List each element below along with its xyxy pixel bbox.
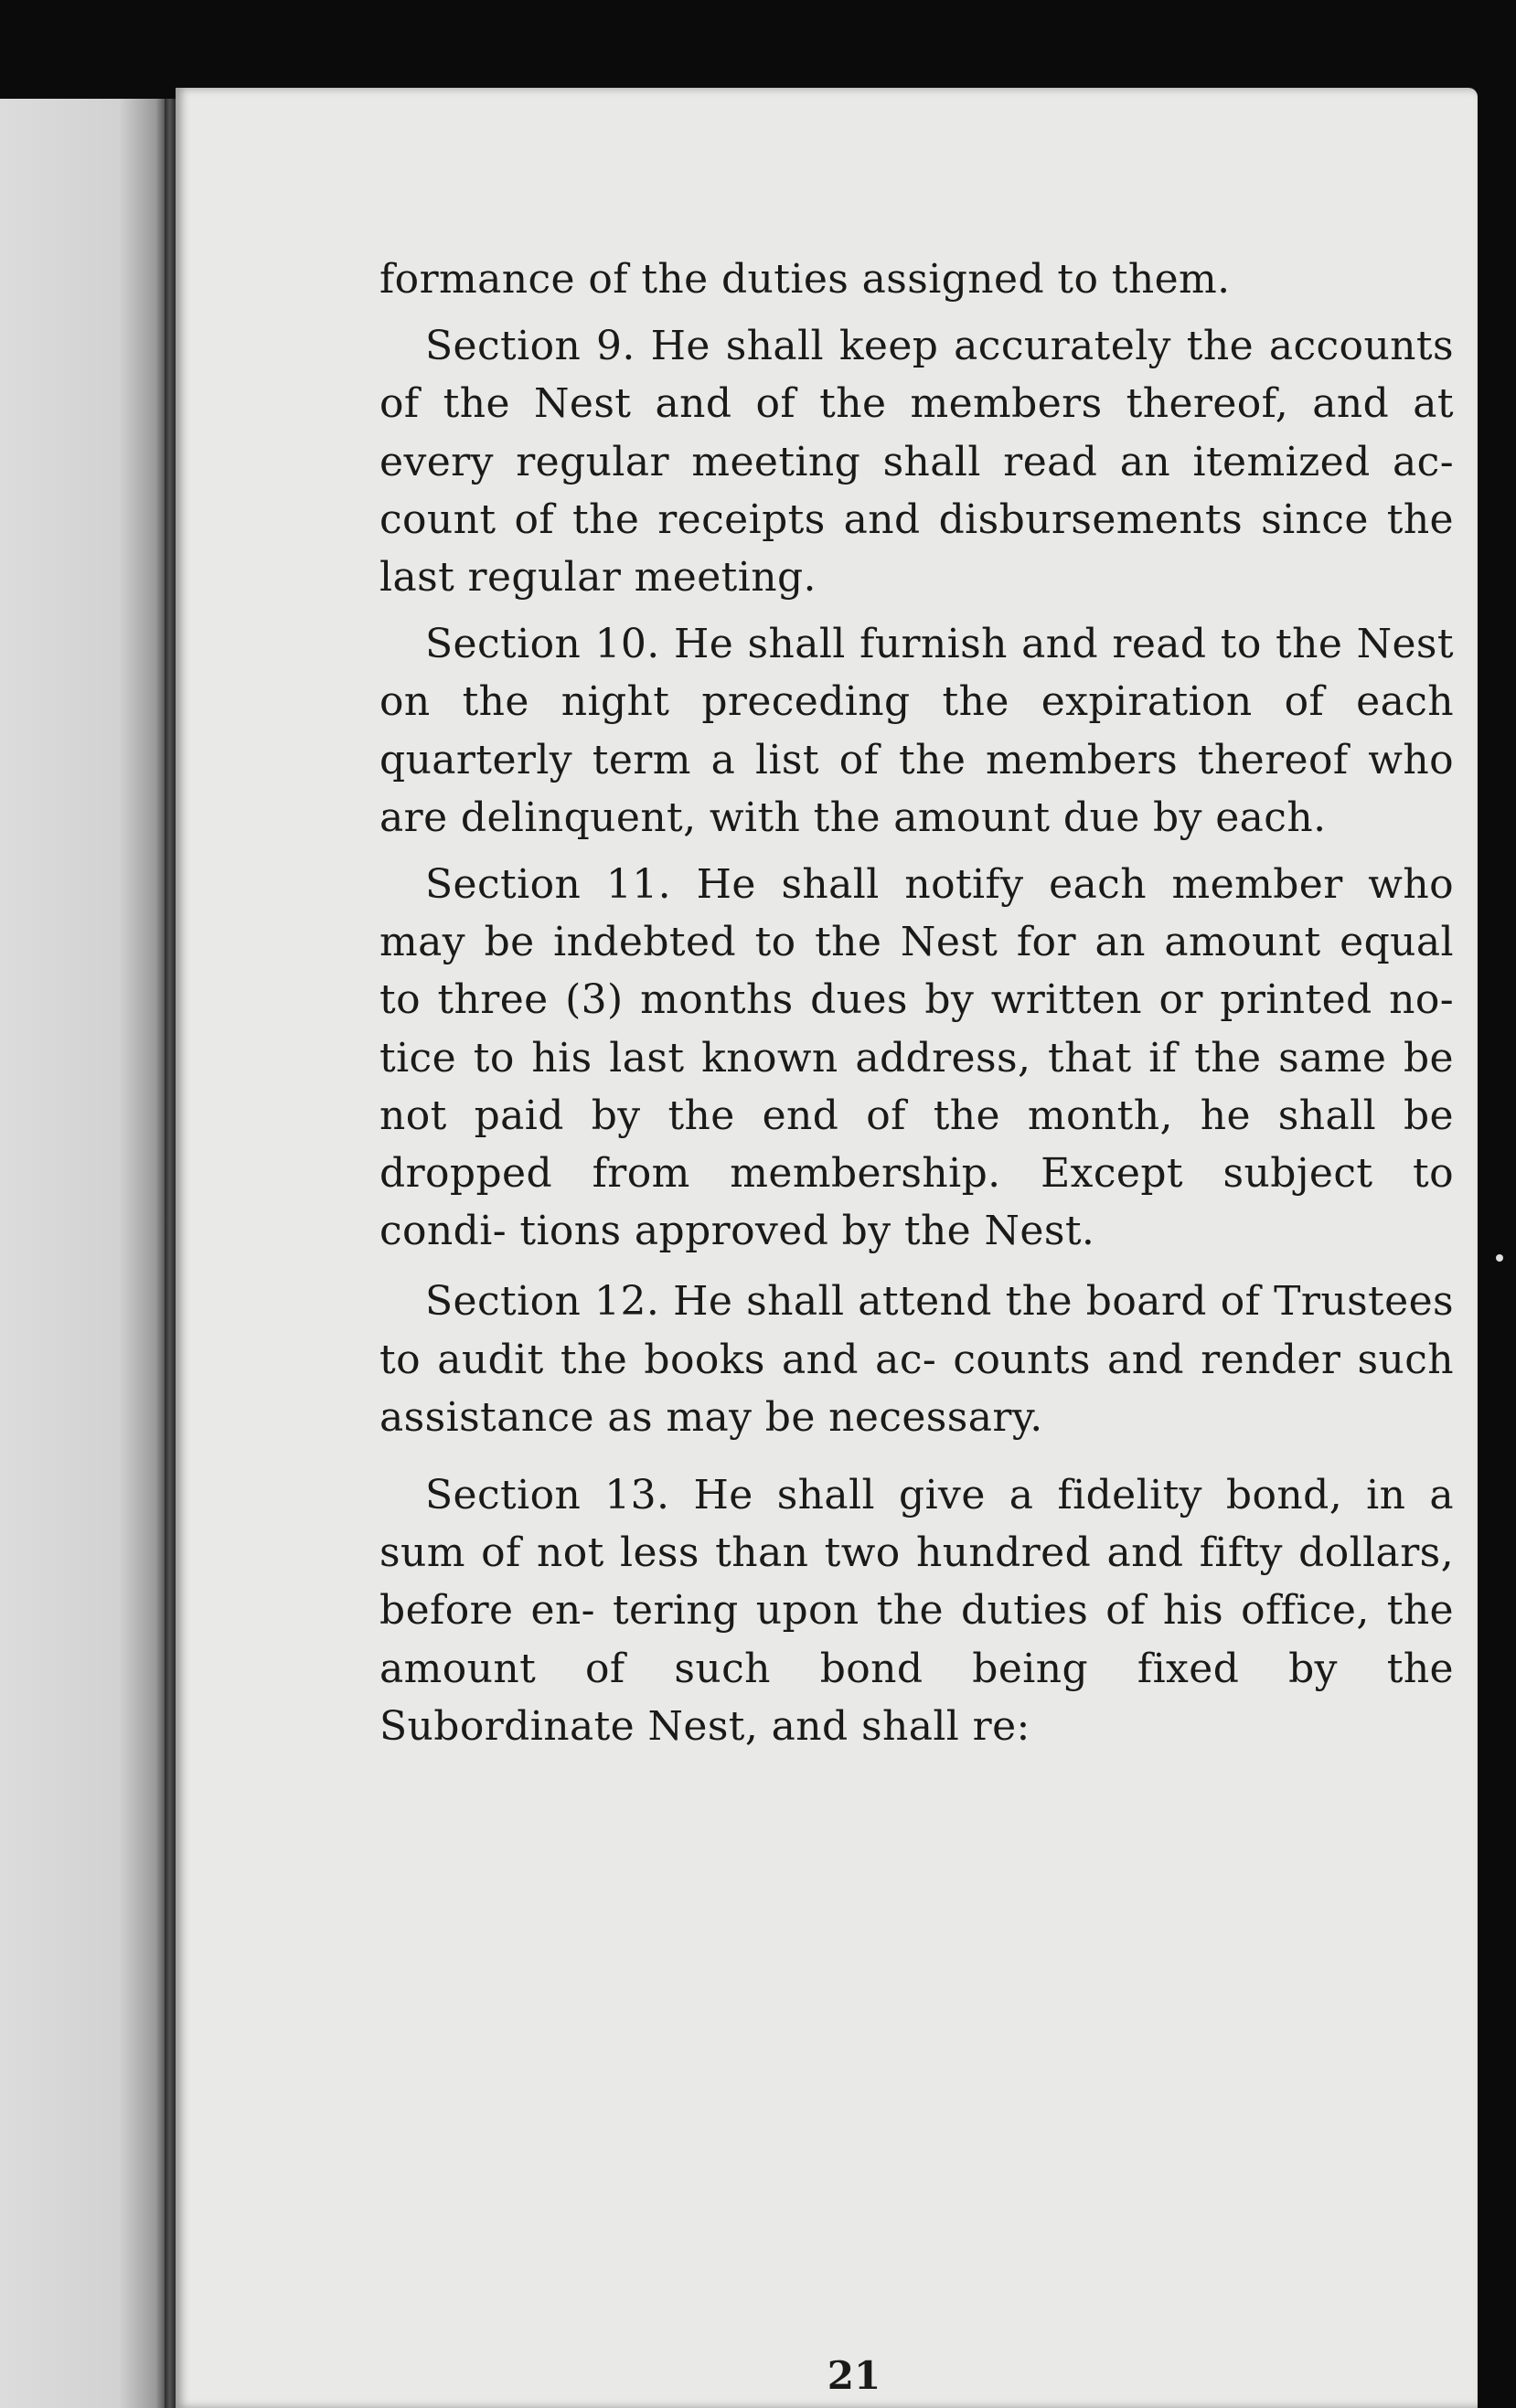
paragraph-continuation: formance of the duties assigned to them.: [379, 256, 1231, 303]
paragraph-section-9: Section 9. He shall keep accurately the accounts of the Nest and of the members thereof, and at every regular meeting shall read an itemized ac‐ count of the receipts and disbursements since the last regular meeting.: [379, 323, 1454, 602]
paragraph-section-10: Section 10. He shall furnish and read to the Nest on the night preceding the expiration of each quarterly term a list of the members thereof who are delinquent, with the amount due by each.: [379, 621, 1454, 841]
paragraph-section-13: Section 13. He shall give a fidelity bond, in a sum of not less than two hundred and fifty dollars, before en‐ tering upon the duties of his office, the amount of such bond being fixed by the Subordinate Nest, and shall re:: [379, 1472, 1454, 1750]
scan-speck: [1496, 1254, 1503, 1262]
page-number: 21: [827, 2353, 881, 2398]
page-body-text: [379, 250, 1454, 1755]
facing-page-edge: [0, 99, 169, 2408]
paragraph-section-11: Section 11. He shall notify each member who may be indebted to the Nest for an amount equal to three (3) months dues by written or printed no‐ tice to his last known address, that if the same be not paid by the end of the month, he shall be dropped from membership. Except subject to condi‐ tions approved by the Nest.: [379, 861, 1454, 1255]
book-page: [176, 88, 1478, 2408]
paragraph-section-12: Section 12. He shall attend the board of Trustees to audit the books and ac‐ counts and render such assistance as may be necessary.: [379, 1278, 1454, 1441]
